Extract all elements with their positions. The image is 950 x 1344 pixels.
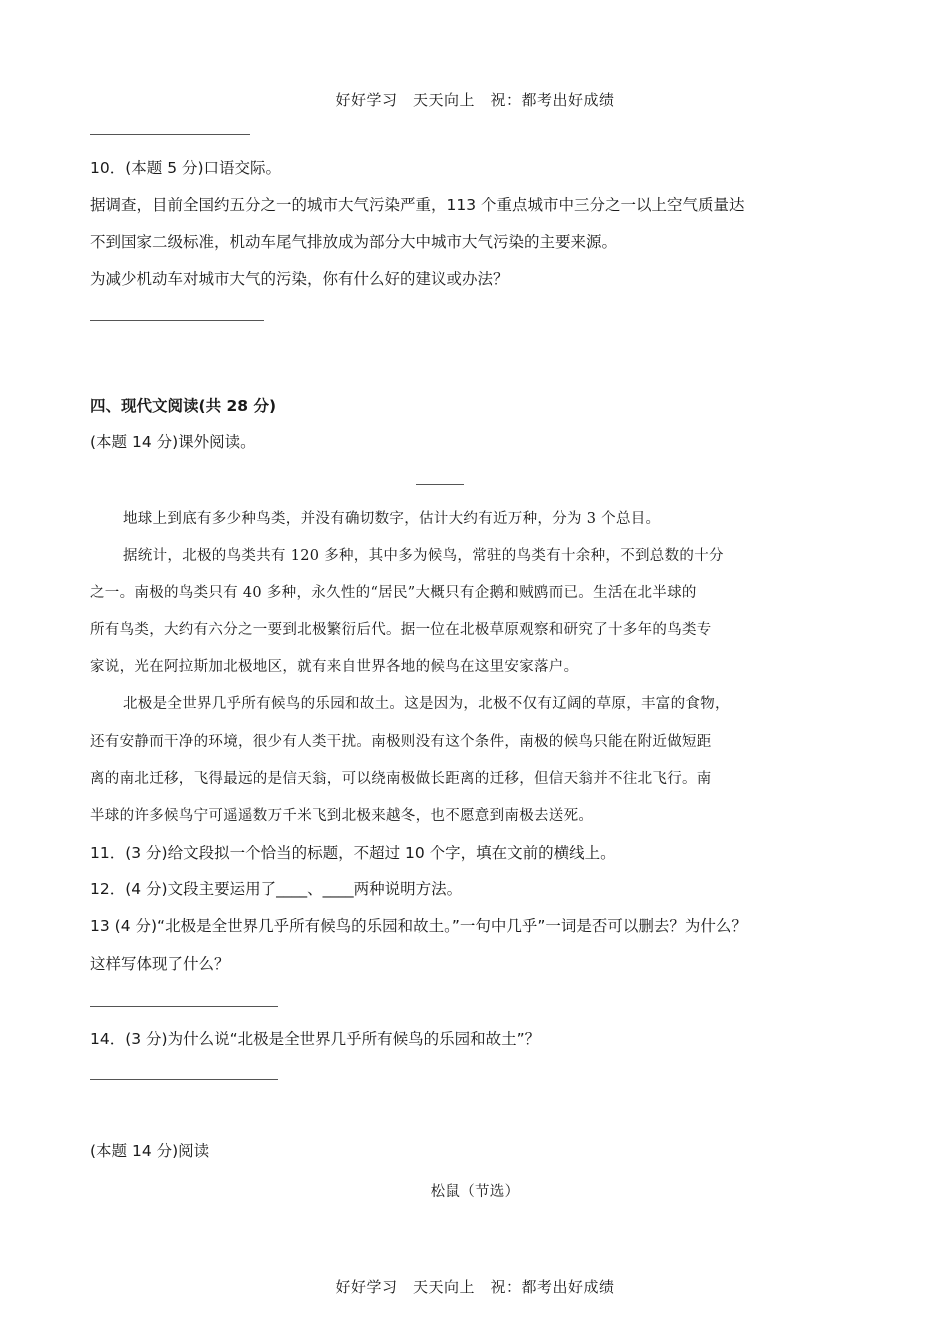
title-blank-line [416,484,464,485]
page-header: 好好学习 天天向上 祝：都考出好成绩 [335,91,615,109]
passage-line: 家说，光在阿拉斯加北极地区，就有来自世界各地的候鸟在这里安家落户。 [90,659,579,675]
answer-line [90,1006,278,1007]
passage-line: 之一。南极的鸟类只有 40 多种，永久性的“居民”大概只有企鹅和贼鸥而已。生活在北半球的 [90,585,697,601]
answer-line [90,134,250,135]
passage-line: 北极是全世界几乎所有候鸟的乐园和故土。这是因为，北极不仅有辽阔的草原，丰富的食物， [123,696,730,712]
answer-line [90,320,264,321]
question-10-para-line-2: 不到国家二级标准，机动车尾气排放成为部分大中城市大气污染的主要来源。 [90,233,618,251]
section-4-sub-2: (本题 14 分)阅读 [90,1142,210,1160]
section-4-heading: 四、现代文阅读(共 28 分) [90,397,277,415]
passage-line: 地球上到底有多少种鸟类，并没有确切数字，估计大约有近万种，分为 3 个总目。 [123,511,661,527]
question-13-line-2: 这样写体现了什么？ [90,955,230,973]
question-10-prompt: 为减少机动车对城市大气的污染，你有什么好的建议或办法？ [90,270,509,288]
question-13-line-1: 13 (4 分)“北极是全世界几乎所有候鸟的乐园和故土。”一句中几乎”一词是否可以删去？为什么？ [90,917,747,935]
passage-line: 还有安静而干净的环境，很少有人类干扰。南极则没有这个条件，南极的候鸟只能在附近做短距 [90,734,712,750]
section-4-sub-1: (本题 14 分)课外阅读。 [90,433,256,451]
passage-line: 所有鸟类，大约有六分之一要到北极繁衍后代。据一位在北极草原观察和研究了十多年的鸟类专 [90,622,712,638]
question-11: 11．(3 分)给文段拟一个恰当的标题，不超过 10 个字，填在文前的横线上。 [90,844,616,862]
passage-line: 半球的许多候鸟宁可遥遥数万千米飞到北极来越冬，也不愿意到南极去送死。 [90,808,594,824]
question-12: 12．(4 分)文段主要运用了____、____两种说明方法。 [90,880,463,898]
answer-line [90,1079,278,1080]
question-10-para-line-1: 据调查，目前全国约五分之一的城市大气污染严重，113 个重点城市中三分之一以上空气质量达 [90,196,745,214]
question-10-title: 10．(本题 5 分)口语交际。 [90,159,282,177]
page-footer: 好好学习 天天向上 祝：都考出好成绩 [335,1278,615,1296]
passage-line: 据统计，北极的鸟类共有 120 多种，其中多为候鸟，常驻的鸟类有十余种，不到总数的十分 [123,548,724,564]
passage-line: 离的南北迁移，飞得最远的是信天翁，可以绕南极做长距离的迁移，但信天翁并不往北飞行。南 [90,771,712,787]
question-14: 14．(3 分)为什么说“北极是全世界几乎所有候鸟的乐园和故土”？ [90,1030,541,1048]
passage-2-title: 松鼠（节选） [430,1184,520,1200]
